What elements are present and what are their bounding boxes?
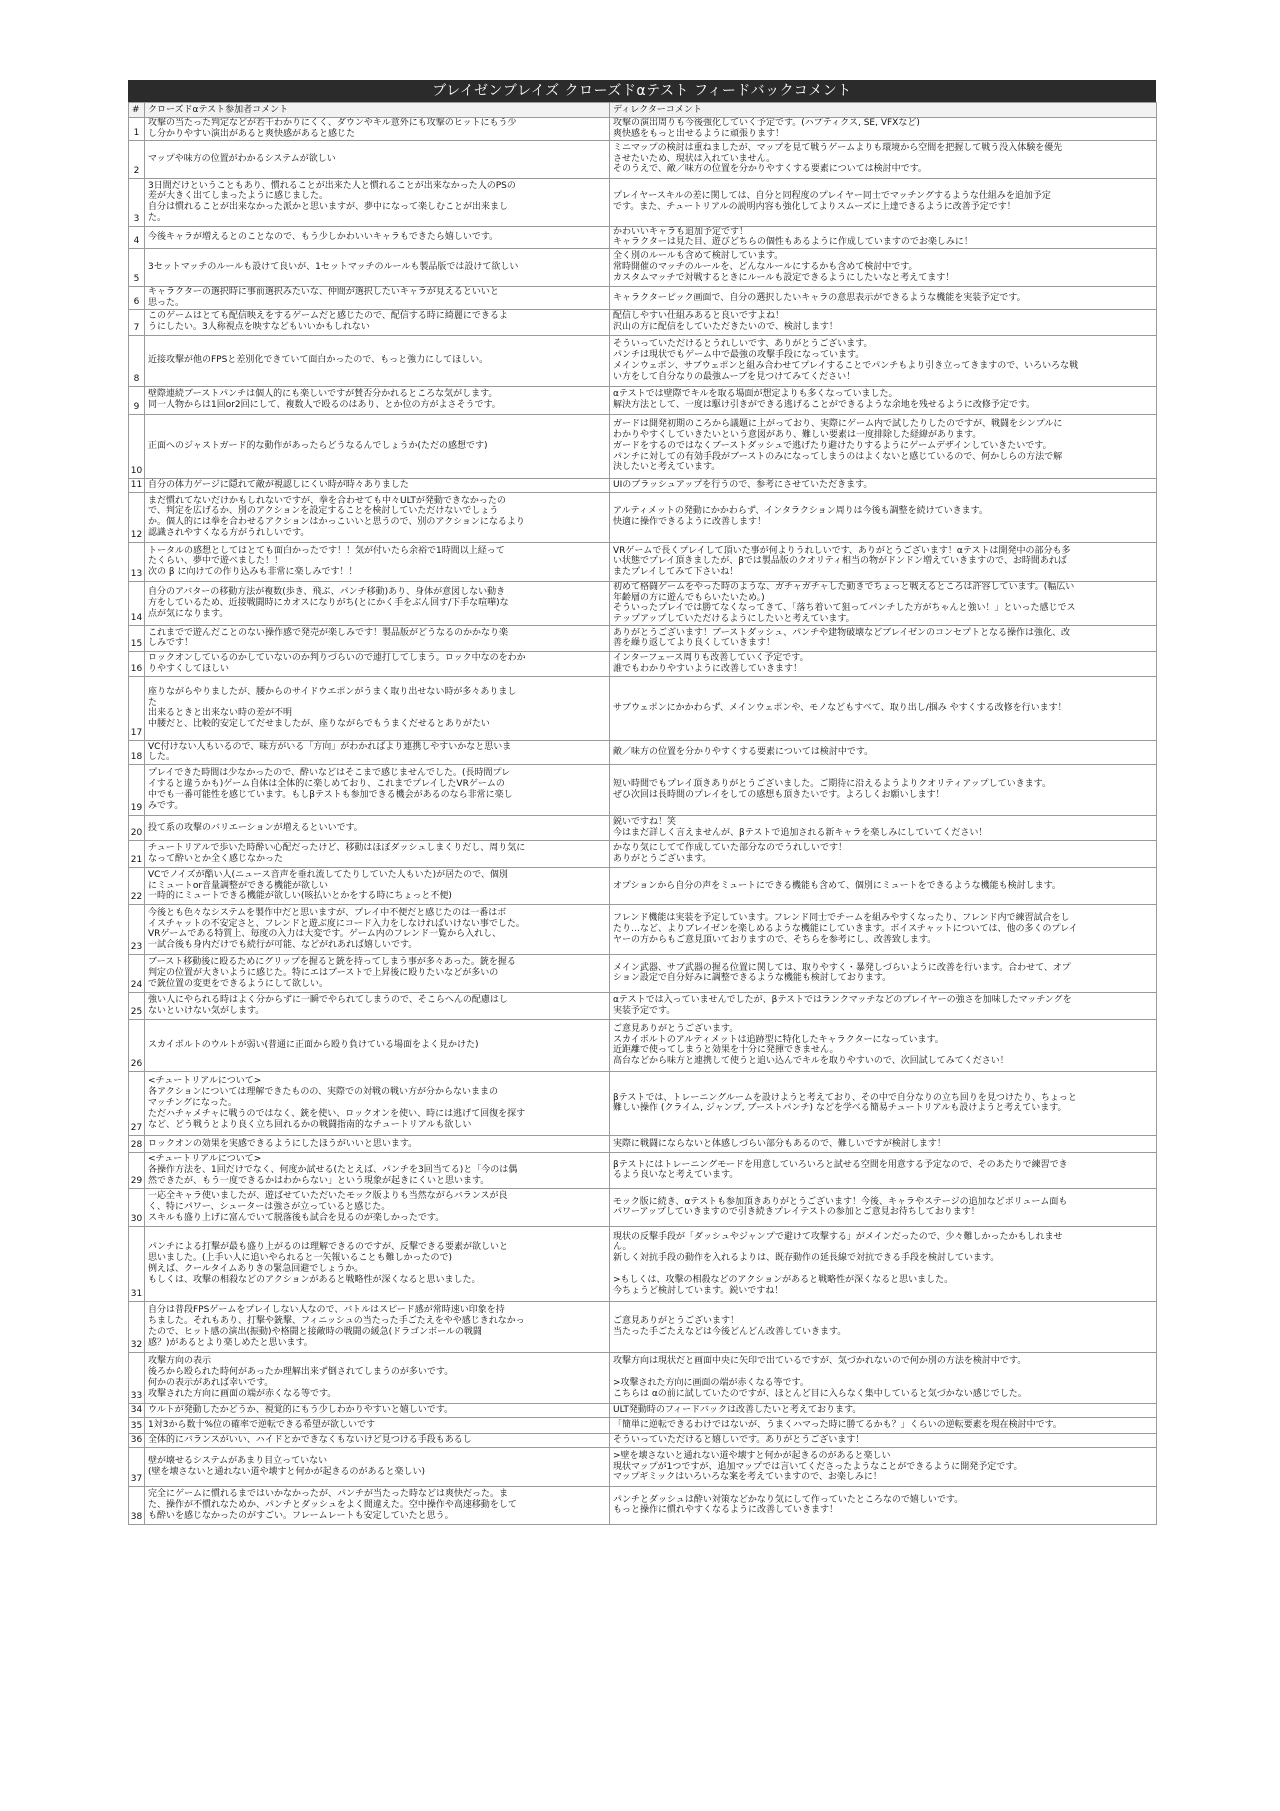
row-number: 37 — [129, 1447, 145, 1486]
director-comment: βテストでは、トレーニングルームを設けようと考えており、その中で自分なりの立ち回りを見つけたり、ちょっと 難しい操作 (クライム, ジャンプ, ブーストパンチ) などを学べる簡易チュートリアルも設けようと考えています。 — [610, 1071, 1157, 1135]
director-comment: サブウェポンにかかわらず、メインウェポンや、モノなどもすべて、取り出し/掴み やすくする改修を行います！ — [610, 676, 1157, 740]
participant-comment: ロックオンの効果を実感できるようにしたほうがいいと思います。 — [145, 1135, 610, 1152]
director-comment: αテストでは壁際でキルを取る場面が想定よりも多くなっていました。 解決方法として、一度は駆け引きができる逃げることができるような余地を残せるように改修予定です。 — [610, 386, 1157, 414]
participant-comment: 壁が壊せるシステムがあまり目立っていない (壁を壊さないと通れない道や壊すと何かが起きるのがあると楽しい) — [145, 1447, 610, 1486]
row-number: 17 — [129, 676, 145, 740]
participant-comment: 今後とも色々なシステムを製作中だと思いますが、プレイ中不便だと感じたのは一番はボ イスチャットの不安定さと、フレンドと遊ぶ度にコード入力をしなければいけない事でした。 VRゲームである特質上、毎度の入力は大変です。ゲーム内のフレンド一覧から入れし、 一試合後も身内だけでも続行が可能、などがれあれば嬉しいです。 — [145, 904, 610, 954]
header-number: # — [129, 103, 145, 118]
table-row — [129, 625, 1157, 651]
director-comment: キャラクターピック画面で、自分の選択したいキャラの意思表示ができるような機能を実装予定です。 — [610, 287, 1157, 310]
row-number: 38 — [129, 1486, 145, 1524]
director-comment: 配信しやすい仕組みあると良いですよね！ 沢山の方に配信をしていただきたいので、検討します！ — [610, 309, 1157, 335]
director-comment: プレイヤースキルの差に関しては、自分と同程度のプレイヤー同士でマッチングするような仕組みを追加予定 です。また、チュートリアルの説明内容も強化してよりスムーズに上達できるように改善予定です！ — [610, 178, 1157, 226]
participant-comment: VCでノイズが酷い人(ニュース音声を垂れ流してたりしていた人もいた)が居たので、個別 にミュートor音量調整ができる機能が欲しい 一時的にミュートできる機能が欲しい(咳払いとかをする時にちょっと不便) — [145, 867, 610, 904]
director-comment: かわいいキャラも追加予定です！ キャラクターは見た目、遊びどちらの個性もあるように作成していますのでお楽しみに！ — [610, 226, 1157, 249]
row-number: 22 — [129, 867, 145, 904]
participant-comment: キャラクターの選択時に事前選択みたいな、仲間が選択したいキャラが見えるといいと 思った。 — [145, 287, 610, 310]
table-row — [129, 1447, 1157, 1486]
row-number: 28 — [129, 1135, 145, 1152]
participant-comment: 全体的にバランスがいい、ハイドとかできなくもないけど見つける手段もあるし — [145, 1433, 610, 1447]
header-director-comment: ディレクターコメント — [610, 103, 1157, 118]
table-row — [129, 1486, 1157, 1524]
row-number: 27 — [129, 1071, 145, 1135]
participant-comment: VC付けない人もいるので、味方がいる「方向」がわかればより連携しやすいかなと思いま した。 — [145, 740, 610, 764]
participant-comment: スカイボルトのウルトが弱い(普通に正面から殴り負けている場面をよく見かけた) — [145, 1019, 610, 1071]
director-comment: >壁を壊さないと通れない道や壊すと何かが起きるのがあると楽しい 現状マップが1つですが、追加マップでは言いてくださったようなことができるように開発予定です。 マップギミックはいろいろな案を考えていますので、お楽しみに！ — [610, 1447, 1157, 1486]
director-comment: インターフェース周りも改善していく予定です。 誰でもわかりやすいように改善していきます！ — [610, 651, 1157, 676]
table-row — [129, 954, 1157, 992]
participant-comment: チュートリアルで歩いた時酔い心配だったけど、移動はほぼダッシュしまくりだし、周り気に なって酔いとか全く感じなかった — [145, 840, 610, 867]
participant-comment: ブースト移動後に殴るためにグリップを握ると銃を持ってしまう事が多々あった。銃を握る 判定の位置が大きいように感じた。特にエはブーストで上昇後に殴りたいなどが多いの で銃位置の変更をできるようにして欲しい。 — [145, 954, 610, 992]
header-participant-comment: クローズドαテスト参加者コメント — [145, 103, 610, 118]
row-number: 7 — [129, 309, 145, 335]
director-comment: 実際に戦闘にならないと体感しづらい部分もあるので、難しいですが検討します！ — [610, 1135, 1157, 1152]
row-number: 8 — [129, 335, 145, 386]
director-comment: 現状の反撃手段が「ダッシュやジャンプで避けて攻撃する」がメインだったので、少々難しかったかもしれませ ん。 新しく対抗手段の動作を入れるよりは、既存動作の延長線で対抗できる手段を検討しています。 >もしくは、攻撃の相殺などのアクションがあると戦略性が深くなると思いました。 今ちょうど検討しています。鋭いですね！ — [610, 1226, 1157, 1301]
table-row — [129, 1152, 1157, 1188]
participant-comment: パンチによる打撃が最も盛り上がるのは理解できるのですが、反撃できる要素が欲しいと 思いました。(上手い人に追いやられると一矢報いることも難しかったので) 例えば、クールタイムありきの緊急回避でしょうか。 もしくは、攻撃の相殺などのアクションがあると戦略性が深くなると思いました。 — [145, 1226, 610, 1301]
row-number: 18 — [129, 740, 145, 764]
participant-comment: 投て系の攻撃のバリエーションが増えるといいです。 — [145, 815, 610, 840]
row-number: 26 — [129, 1019, 145, 1071]
table-row — [129, 676, 1157, 740]
participant-comment: ウルトが発動したかどうか、視覚的にもう少しわかりやすいと嬉しいです。 — [145, 1403, 610, 1417]
participant-comment: 今後キャラが増えるとのことなので、もう少しかわいいキャラもできたら嬉しいです。 — [145, 226, 610, 249]
row-number: 33 — [129, 1352, 145, 1403]
table-row — [129, 118, 1157, 141]
participant-comment: <チュートリアルについて> 各アクションについては理解できたものの、実際での対戦の戦い方が分からないままの マッチングになった。 ただハチャメチャに戦うのではなく、銃を使い、ロックオンを使い、時には逃げて回復を探す など、どう戦うとより良く立ち回れるかの戦闘指南的なチュートリアルも欲しい — [145, 1071, 610, 1135]
row-number: 36 — [129, 1433, 145, 1447]
participant-comment: 自分のアバターの移動方法が複数(歩き、飛ぶ、パンチ移動)あり、身体が意図しない動き 方をしているため、近接戦闘時にカオスになりがち(とにかく手をぶん回す/下手な喧嘩)な 点が気になります。 — [145, 581, 610, 625]
director-comment: 短い時間でもプレイ頂きありがとうございました。ご期待に沿えるようよりクオリティアップしていきます。 ぜひ次回は長時間のプレイをしての感想も頂きたいです。よろしくお願いします！ — [610, 764, 1157, 815]
row-number: 35 — [129, 1417, 145, 1433]
table-row — [129, 492, 1157, 542]
table-row — [129, 1226, 1157, 1301]
participant-comment: プレイできた時間は少なかったので、酔いなどはそこまで感じませんでした。(長時間プレ イすると違うかも)ゲーム自体は全体的に楽しめており、これまでプレイしたVRゲームの 中でも一番可能性を感じています。もしβテストも参加できる機会があるのなら非常に楽し みです。 — [145, 764, 610, 815]
participant-comment: 近接攻撃が他のFPSと差別化できていて面白かったので、もっと強力にしてほしい。 — [145, 335, 610, 386]
table-row — [129, 140, 1157, 178]
feedback-sheet — [128, 80, 1156, 1525]
table-row — [129, 867, 1157, 904]
director-comment: 鋭いですね！笑 今はまだ詳しく言えませんが、βテストで追加される新キャラを楽しみにしていてください！ — [610, 815, 1157, 840]
director-comment: ULT発動時のフィードバックは改善したいと考えております。 — [610, 1403, 1157, 1417]
participant-comment: 攻撃方向の表示 後ろから殴られた時何があったか理解出来ず倒されてしまうのが多いです。 何かの表示があれば幸いです。 攻撃された方向に画面の端が赤くなる等です。 — [145, 1352, 610, 1403]
row-number: 10 — [129, 414, 145, 478]
director-comment: αテストでは入っていませんでしたが、βテストではランクマッチなどのプレイヤーの強さを加味したマッチングを 実装予定です。 — [610, 992, 1157, 1019]
table-row — [129, 542, 1157, 581]
row-number: 16 — [129, 651, 145, 676]
table-row — [129, 386, 1157, 414]
table-row — [129, 904, 1157, 954]
participant-comment: <チュートリアルについて> 各操作方法を、1回だけでなく、何度か試せる(たとえば、パンチを3回当てる)と「今のは偶 然できたが、もう一度できるかはわからない」という現象が起きにくいと思います。 — [145, 1152, 610, 1188]
row-number: 21 — [129, 840, 145, 867]
row-number: 11 — [129, 478, 145, 492]
participant-comment: マップや味方の位置がわかるシステムが欲しい — [145, 140, 610, 178]
director-comment: アルティメットの発動にかかわらず、インタラクション周りは今後も調整を続けていきます。 快適に操作できるように改善します！ — [610, 492, 1157, 542]
director-comment: フレンド機能は実装を予定しています。フレンド同士でチームを組みやすくなったり、フレンド内で練習試合をし たり…など、よりブレイゼンを楽しめるような機能にしていきます。ボイスチャットについては、他の多くのプレイ ヤーの方からもご意見頂いておりますので、そちらを参考にし、改善致します。 — [610, 904, 1157, 954]
director-comment: 「簡単に逆転できるわけではないが、うまくハマった時に勝てるかも？」くらいの逆転要素を現在検討中です。 — [610, 1417, 1157, 1433]
director-comment: パンチとダッシュは酔い対策などかなり気にして作っていたところなので嬉しいです。 もっと操作に慣れやすくなるように改善していきます！ — [610, 1486, 1157, 1524]
table-row — [129, 414, 1157, 478]
row-number: 20 — [129, 815, 145, 840]
table-row — [129, 740, 1157, 764]
row-number: 14 — [129, 581, 145, 625]
director-comment: モック版に続き、αテストも参加頂きありがとうございます！今後、キャラやステージの追加などボリューム面も パワーアップしていきますので引き続きプレイテストの参加とご意見お待ちしております！ — [610, 1188, 1157, 1226]
row-number: 13 — [129, 542, 145, 581]
director-comment: ご意見ありがとうございます。 スカイボルトのアルティメットは追跡型に特化したキャラクターになっています。 近距離で使ってしまうと効果を十分に発揮できません。 高台などから味方と連携して使うと追い込んでキルを取りやすいので、次回試してみてください！ — [610, 1019, 1157, 1071]
table-row — [129, 478, 1157, 492]
table-row — [129, 1135, 1157, 1152]
participant-comment: 3セットマッチのルールも設けて良いが、1セットマッチのルールも製品版では設けて欲しい — [145, 249, 610, 287]
row-number: 12 — [129, 492, 145, 542]
table-row — [129, 581, 1157, 625]
row-number: 3 — [129, 178, 145, 226]
table-row — [129, 1433, 1157, 1447]
table-row — [129, 226, 1157, 249]
row-number: 23 — [129, 904, 145, 954]
participant-comment: 座りながらやりましたが、腰からのサイドウエポンがうまく取り出せない時が多々ありまし た 出来るときと出来ない時の差が不明 中腰だと、比較的安定してだせましたが、座りながらでもうまくだせるとありがたい — [145, 676, 610, 740]
director-comment: 攻撃の演出周りも今後強化していく予定です。(ハプティクス, SE, VFXなど) 爽快感をもっと出せるように頑張ります！ — [610, 118, 1157, 141]
row-number: 15 — [129, 625, 145, 651]
director-comment: 初めて格闘ゲームをやった時のような、ガチャガチャした動きでちょっと戦えるところは許容しています。(幅広い 年齢層の方に遊んでもらいたいため。) そういったプレイでは勝てなくなってきて、「落ち着いて狙ってパンチした方がちゃんと強い！」といった感じでス テップアップしていただけるようにしたいと考えています。 — [610, 581, 1157, 625]
table-row — [129, 1417, 1157, 1433]
row-number: 19 — [129, 764, 145, 815]
table-row — [129, 840, 1157, 867]
director-comment: 敵／味方の位置を分かりやすくする要素については検討中です。 — [610, 740, 1157, 764]
participant-comment: まだ慣れてないだけかもしれないですが、拳を合わせても中々ULTが発動できなかったの で、判定を広げるか、別のアクションを設定することを検討していただけないでしょう か。個人的には拳を合わせるアクションはかっこいいと思うので、別のアクションになるより 認識されやすくなる方がうれしいです。 — [145, 492, 610, 542]
table-row — [129, 1188, 1157, 1226]
participant-comment: 壁際連続ブーストパンチは個人的にも楽しいですが賛否分かれるところな気がします。 同一人物からは1回or2回にして、複数人で殴るのはあり、とか位の方がよさそうです。 — [145, 386, 610, 414]
table-row — [129, 992, 1157, 1019]
table-row — [129, 815, 1157, 840]
row-number: 1 — [129, 118, 145, 141]
table-row — [129, 1403, 1157, 1417]
participant-comment: 自分は普段FPSゲームをプレイしない人なので、バトルはスピード感が常時速い印象を持 ちました。それもあり、打撃や銃撃、フィニッシュの当たった手ごたえをやや感じきれなかっ たので、ヒット感の演出(振動)や格闘と接敵時の戦闘の緩急(ドラゴンボールの戦闘 感？)があるとより楽しめたと思います。 — [145, 1301, 610, 1352]
row-number: 31 — [129, 1226, 145, 1301]
director-comment: メイン武器、サブ武器の握る位置に関しては、取りやすく・暴発しづらいように改善を行います。合わせて、オプ ション設定で自分好みに調整できるような機能も検討しております。 — [610, 954, 1157, 992]
participant-comment: トータルの感想としてはとても面白かったです！！気が付いたら余裕で1時間以上経って たくらい、夢中で遊べました！！ 次の β に向けての作り込みも非常に楽しみです！！ — [145, 542, 610, 581]
participant-comment: 1対3から数十%位の確率で逆転できる希望が欲しいです — [145, 1417, 610, 1433]
director-comment: ありがとうございます！ブーストダッシュ、パンチや建物破壊などブレイゼンのコンセプトとなる操作は強化、改 善を繰り返してより良くしていきます！ — [610, 625, 1157, 651]
table-row — [129, 178, 1157, 226]
participant-comment: 3日間だけということもあり、慣れることが出来た人と慣れることが出来なかった人のPSの 差が大きく出てしまったように感じました。 自分は慣れることが出来なかった派かと思いますが、夢中になって楽しむことが出来まし た。 — [145, 178, 610, 226]
director-comment: ミニマップの検討は重ねましたが、マップを見て戦うゲームよりも環境から空間を把握して戦う没入体験を優先 させたいため、現状は入れていません。 そのうえで、敵／味方の位置を分かりやすくする要素については検討中です。 — [610, 140, 1157, 178]
director-comment: 攻撃方向は現状だと画面中央に矢印で出ているですが、気づかれないので何か別の方法を検討中です。 >攻撃された方向に画面の端が赤くなる等です。 こちらは αの前に試していたのですが、ほとんど目に入らなく集中していると気づかない感じでした。 — [610, 1352, 1157, 1403]
director-comment: ご意見ありがとうございます！ 当たった手ごたえなどは今後どんどん改善していきます。 — [610, 1301, 1157, 1352]
row-number: 9 — [129, 386, 145, 414]
table-row — [129, 1019, 1157, 1071]
participant-comment: 一応全キャラ使いましたが、遊ばせていただいたモック版よりも当然ながらバランスが良 く、特にパワー、シューターは強さが立っていると感じた。 スキルも盛り上げに富んでいて脱落後も試合を見るのが楽しかったです。 — [145, 1188, 610, 1226]
row-number: 6 — [129, 287, 145, 310]
table-row — [129, 651, 1157, 676]
participant-comment: このゲームはとても配信映えをするゲームだと感じたので、配信する時に綺麗にできるよ うにしたい。3人称視点を映すなどもいいかもしれない — [145, 309, 610, 335]
table-row — [129, 287, 1157, 310]
row-number: 32 — [129, 1301, 145, 1352]
director-comment: 全く別のルールも含めて検討しています。 常時開催のマッチのルールを、どんなルールにするかも含めて検討中です。 カスタムマッチで対戦するときにルールも設定できるようにしたいなと考えてます！ — [610, 249, 1157, 287]
participant-comment: 強い人にやられる時はよく分からずに一瞬でやられてしまうので、そこらへんの配慮はし ないといけない気がします。 — [145, 992, 610, 1019]
row-number: 29 — [129, 1152, 145, 1188]
feedback-table — [128, 102, 1157, 1525]
table-row — [129, 249, 1157, 287]
director-comment: そういっていただけるとうれしいです、ありがとうございます。 パンチは現状でもゲーム中で最強の攻撃手段になっています。 メインウェポン、サブウェポンと組み合わせてプレイすることでパンチもより引き立ってきますので、いろいろな戦 い方をして自分なりの最強ムーブを見つけてみてください！ — [610, 335, 1157, 386]
table-row — [129, 1301, 1157, 1352]
director-comment: そういっていただけると嬉しいです。ありがとうございます！ — [610, 1433, 1157, 1447]
director-comment: かなり気にしてて作成していた部分なのでうれしいです！ ありがとうございます。 — [610, 840, 1157, 867]
table-row — [129, 309, 1157, 335]
director-comment: VRゲームで長くプレイして頂いた事が何よりうれしいです、ありがとうございます！αテストは開発中の部分も多 い状態でプレイ頂きましたが、βでは製品版のクオリティ相当の物がドンドン増えていきますので、お時間あれば またプレイしてみて下さいね！ — [610, 542, 1157, 581]
director-comment: オプションから自分の声をミュートにできる機能も含めて、個別にミュートをできるような機能も検討します。 — [610, 867, 1157, 904]
row-number: 30 — [129, 1188, 145, 1226]
participant-comment: 完全にゲームに慣れるまではいかなかったが、パンチが当たった時などは爽快だった。ま た、操作が不慣れなためか、パンチとダッシュをよく間違えた。空中操作や高速移動をして も酔いを感じなかったのがすごい。フレームレートも安定していたと思う。 — [145, 1486, 610, 1524]
row-number: 2 — [129, 140, 145, 178]
participant-comment: 攻撃の当たった判定などが若干わかりにくく、ダウンやキル意外にも攻撃のヒットにもう少 し分かりやすい演出があると爽快感があると感じた — [145, 118, 610, 141]
row-number: 25 — [129, 992, 145, 1019]
participant-comment: ロックオンしているのかしていないのか判りづらいので連打してしまう。ロック中なのをわか りやすくしてほしい — [145, 651, 610, 676]
row-number: 24 — [129, 954, 145, 992]
table-row — [129, 1071, 1157, 1135]
participant-comment: 正面へのジャストガード的な動作があったらどうなるんでしょうか(ただの感想です) — [145, 414, 610, 478]
participant-comment: 自分の体力ゲージに隠れて敵が視認しにくい時が時々ありました — [145, 478, 610, 492]
table-row — [129, 1352, 1157, 1403]
director-comment: ガードは開発初期のころから議題に上がっており、実際にゲーム内で試したりしたのですが、戦闘をシンプルに わかりやすくしていきたいという意図があり、難しい要素は一度排除した経緯があります。 ガードをするのではなくブーストダッシュで逃げたり避けたりするようにゲームデザインしていきたいです。 パンチに対しての有効手段がブーストのみになってしまうのはよくないと感じているので、何かしらの方法で解 決したいと考えています。 — [610, 414, 1157, 478]
sheet-title: ブレイゼンブレイズ クローズドαテスト フィードバックコメント — [128, 80, 1156, 102]
table-row — [129, 764, 1157, 815]
header-row — [129, 103, 1157, 118]
participant-comment: これまでで遊んだことのない操作感で発売が楽しみです！製品版がどうなるのかかなり楽 しみです！ — [145, 625, 610, 651]
table-row — [129, 335, 1157, 386]
row-number: 34 — [129, 1403, 145, 1417]
director-comment: UIのブラッシュアップを行うので、参考にさせていただきます。 — [610, 478, 1157, 492]
row-number: 4 — [129, 226, 145, 249]
row-number: 5 — [129, 249, 145, 287]
director-comment: βテストにはトレーニングモードを用意していろいろと試せる空間を用意する予定なので、そのあたりで練習でき るよう良いなと考えています。 — [610, 1152, 1157, 1188]
